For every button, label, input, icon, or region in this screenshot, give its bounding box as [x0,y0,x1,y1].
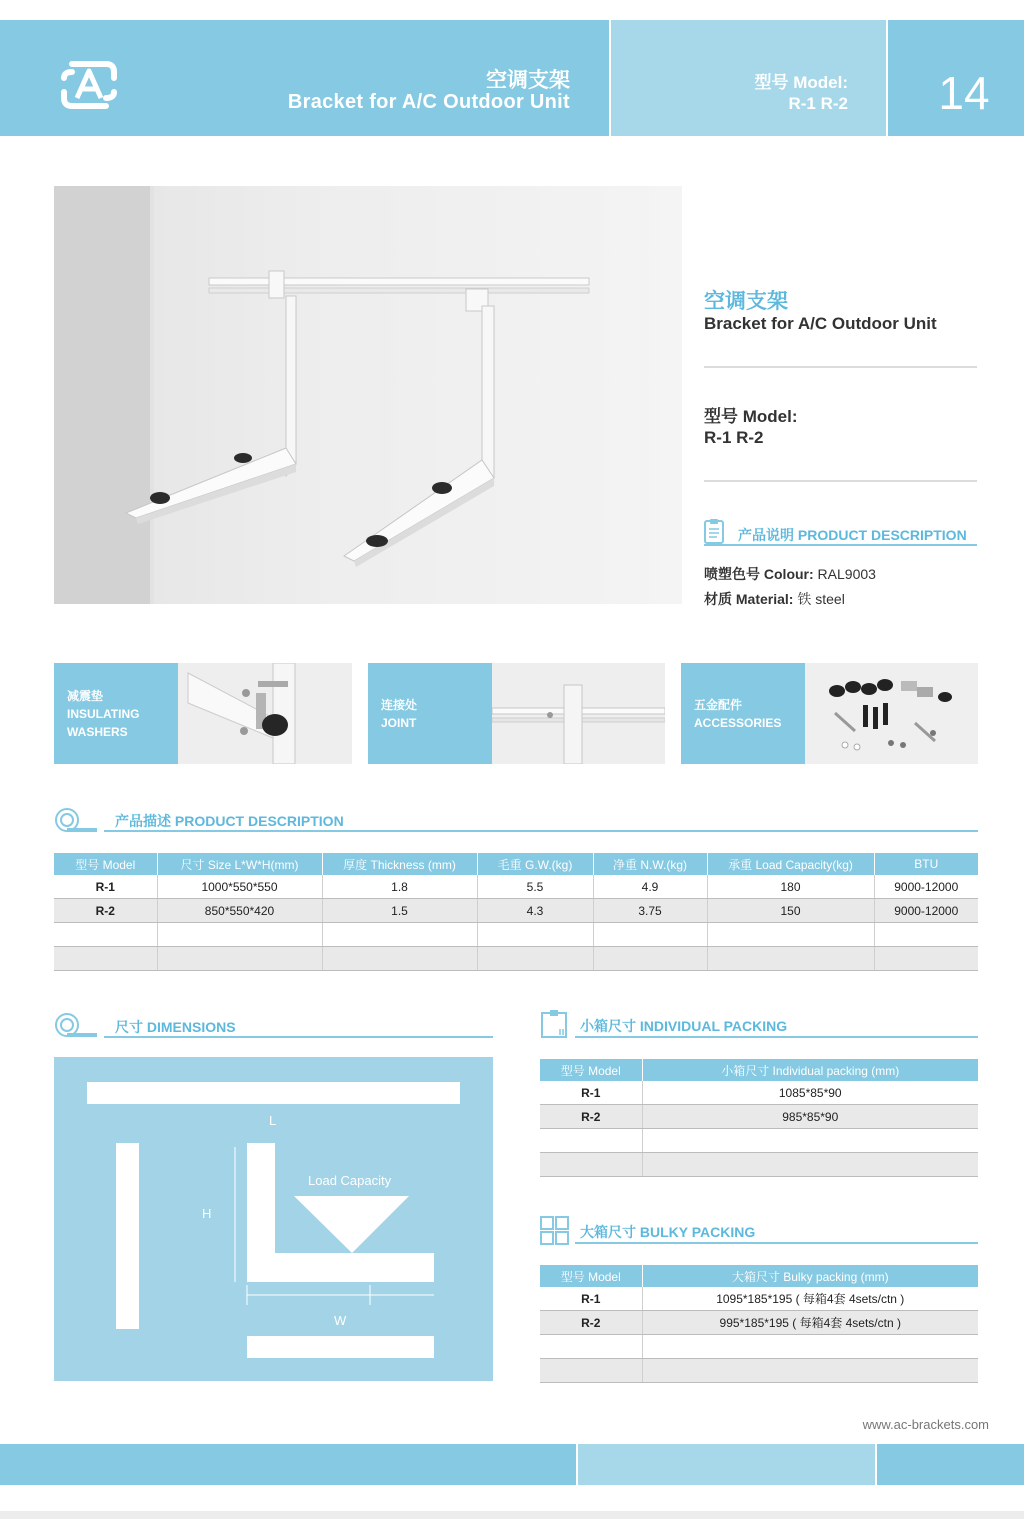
heading-rule [104,1036,493,1038]
table-cell [707,947,874,971]
individual-packing-heading: 小箱尺寸 INDIVIDUAL PACKING [580,1018,788,1034]
column-header: 承重 Load Capacity(kg) [707,853,874,875]
material-line [704,589,845,609]
table-row [540,1287,978,1311]
table-row [540,1311,978,1335]
table-row [540,1105,978,1129]
table-cell: 1.5 [322,899,477,923]
table-cell: 5.5 [477,875,593,899]
product-title-en: Bracket for A/C Outdoor Unit [704,314,937,333]
heading-rule [704,544,977,546]
table-header-row [54,853,978,875]
table-cell [540,1359,642,1383]
table-row [54,923,978,947]
spec-heading: 产品描述 PRODUCT DESCRIPTION [115,813,344,829]
dimension-label-w: W [334,1313,347,1328]
table-cell [874,947,978,971]
table-row [54,947,978,971]
colour-label: 喷塑色号 Colour: [704,566,814,582]
bracket-dimension-drawing [54,1057,493,1381]
product-model-label: 型号 Model: [704,407,798,426]
header-model-label: 型号 Model: [754,73,848,92]
column-header: 型号 Model [540,1059,642,1081]
individual-packing-table [540,1059,978,1177]
table-cell [322,923,477,947]
material-value: 铁 steel [793,591,845,607]
footer-band-left [0,1444,576,1485]
feature-cn: 五金配件 [694,697,743,712]
table-cell [642,1153,978,1177]
table-row [540,1129,978,1153]
table-cell: 1000*550*550 [157,875,322,899]
divider [704,480,977,482]
material-label: 材质 Material: [704,591,794,607]
feature-cn: 连接处 [381,697,418,712]
product-photo [54,186,682,604]
feature-en: INSULATING [67,706,140,721]
boxes-icon [540,1216,570,1246]
tape-measure-icon [54,806,100,834]
table-row [540,1359,978,1383]
table-cell [540,1129,642,1153]
column-header: 大箱尺寸 Bulky packing (mm) [642,1265,978,1287]
dimension-label-h: H [202,1206,212,1221]
heading-rule [575,1036,978,1038]
feature-accessories [681,663,805,764]
table-cell: 150 [707,899,874,923]
table-cell: 1095*185*195 ( 每箱4套 4sets/ctn ) [642,1287,978,1311]
spec-table [54,853,978,971]
table-cell: 1.8 [322,875,477,899]
column-header: 型号 Model [54,853,157,875]
joint-photo [492,663,665,764]
column-header: 净重 N.W.(kg) [593,853,707,875]
header-models: R-1 R-2 [788,94,848,113]
table-cell [322,947,477,971]
table-cell [540,1153,642,1177]
table-cell: R-1 [54,875,157,899]
colour-value: RAL9003 [813,566,876,582]
table-cell: R-1 [540,1081,642,1105]
page-number: 14 [938,67,990,119]
column-header: 厚度 Thickness (mm) [322,853,477,875]
table-cell [707,923,874,947]
column-header: 型号 Model [540,1265,642,1287]
dimensions-heading: 尺寸 DIMENSIONS [115,1019,236,1035]
table-cell [593,923,707,947]
header-title-cn: 空调支架 [486,69,570,92]
product-models: R-1 R-2 [704,428,764,447]
table-cell: 995*185*195 ( 每箱4套 4sets/ctn ) [642,1311,978,1335]
table-cell [642,1359,978,1383]
table-cell: 3.75 [593,899,707,923]
dimensions-diagram [54,1057,493,1381]
bulky-packing-heading: 大箱尺寸 BULKY PACKING [580,1224,756,1240]
table-cell [157,947,322,971]
table-cell [642,1335,978,1359]
table-cell: 850*550*420 [157,899,322,923]
table-cell [540,1335,642,1359]
heading-rule [575,1242,978,1244]
footer-band-middle [578,1444,875,1485]
table-cell: 4.9 [593,875,707,899]
feature-joint [368,663,492,764]
table-cell: 1085*85*90 [642,1081,978,1105]
colour-line [704,564,876,584]
table-cell [157,923,322,947]
table-cell: 4.3 [477,899,593,923]
table-cell: R-2 [540,1311,642,1335]
table-cell [477,923,593,947]
divider [704,366,977,368]
website-url: www.ac-brackets.com [862,1417,989,1432]
table-cell [54,923,157,947]
column-header: BTU [874,853,978,875]
accessories-photo [805,663,978,764]
table-cell: 9000-12000 [874,875,978,899]
feature-en: JOINT [381,715,417,730]
table-cell: 985*85*90 [642,1105,978,1129]
washer-photo [178,663,352,764]
header-title-en: Bracket for A/C Outdoor Unit [287,91,570,113]
table-row [54,875,978,899]
clipboard-icon [704,518,724,544]
table-row [54,899,978,923]
footer-band-right [877,1444,1024,1485]
product-title-cn: 空调支架 [704,290,788,313]
table-header-row [540,1265,978,1287]
bulky-packing-table [540,1265,978,1383]
table-cell: R-1 [540,1287,642,1311]
heading-rule [104,830,978,832]
dimension-label-l: L [269,1113,277,1128]
table-cell [642,1129,978,1153]
table-cell [477,947,593,971]
column-header: 毛重 G.W.(kg) [477,853,593,875]
feature-cn: 减震垫 [67,688,104,703]
table-cell: 180 [707,875,874,899]
sa-logo-icon [58,56,120,114]
table-row [540,1153,978,1177]
table-cell [593,947,707,971]
page-bottom-edge [0,1511,1024,1519]
feature-en: ACCESSORIES [694,715,782,730]
table-cell [874,923,978,947]
tape-measure-icon [54,1011,100,1039]
box-icon [540,1009,570,1039]
column-header: 小箱尺寸 Individual packing (mm) [642,1059,978,1081]
feature-insulating-washers [54,663,178,764]
table-cell: R-2 [540,1105,642,1129]
table-cell [54,947,157,971]
table-cell: 9000-12000 [874,899,978,923]
dimension-label-load: Load Capacity [308,1173,392,1188]
feature-en: WASHERS [67,724,128,739]
table-row [540,1081,978,1105]
table-header-row [540,1059,978,1081]
table-row [540,1335,978,1359]
bracket-illustration [54,186,682,604]
table-cell: R-2 [54,899,157,923]
column-header: 尺寸 Size L*W*H(mm) [157,853,322,875]
product-description-heading: 产品说明 PRODUCT DESCRIPTION [738,527,967,543]
